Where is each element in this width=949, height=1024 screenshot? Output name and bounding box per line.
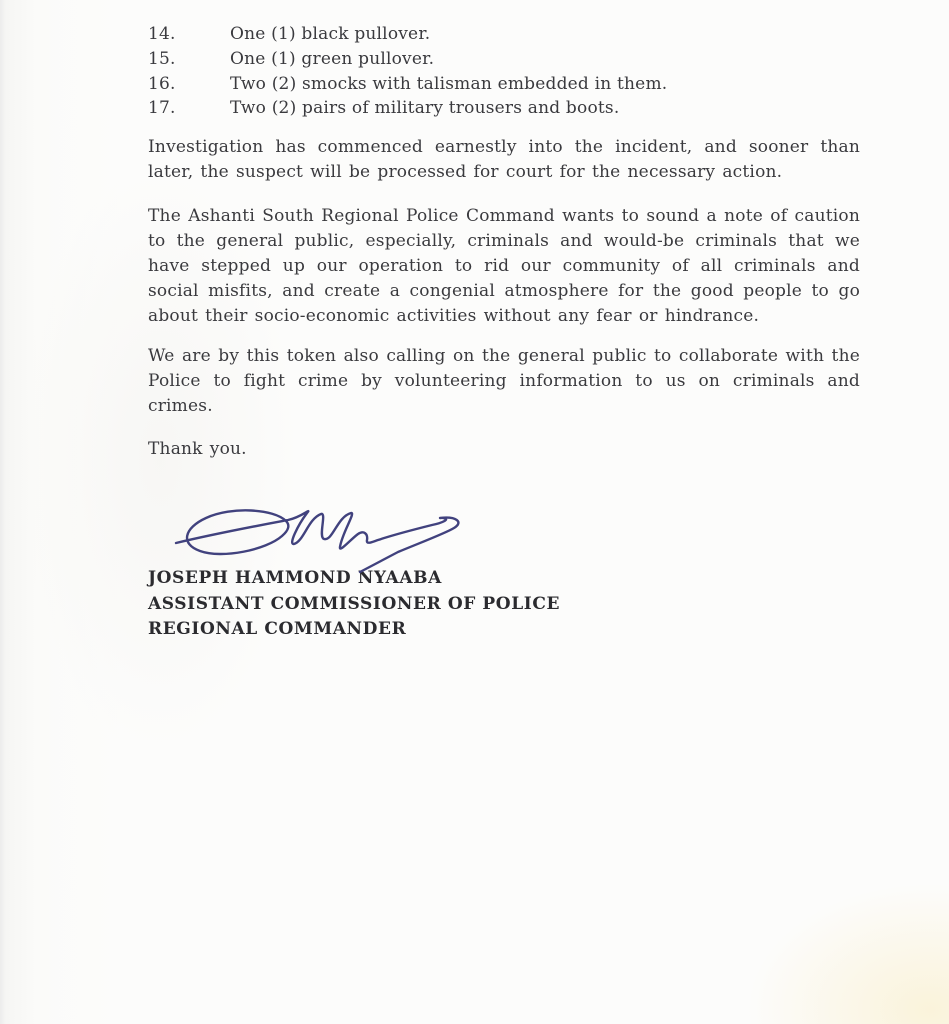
signature-icon bbox=[170, 492, 480, 580]
signatory-rank: ASSISTANT COMMISSIONER OF POLICE bbox=[148, 593, 561, 614]
inventory-list bbox=[148, 22, 860, 121]
item-number: 15. bbox=[148, 48, 176, 69]
item-text: One (1) black pullover. bbox=[230, 24, 431, 44]
item-text: One (1) green pullover. bbox=[230, 48, 435, 69]
closing-thanks: Thank you. bbox=[148, 439, 247, 460]
signatory-role: REGIONAL COMMANDER bbox=[148, 619, 407, 640]
paragraph-caution: The Ashanti South Regional Police Command wants to sound a note of caution to the general public, especially, criminals and would-be criminals that we have stepped up our operation to rid our community of all criminals and social misfits, and create a congenial atmosphere for the good people to go about their socio-economic activities without any fear or hindrance. bbox=[148, 206, 860, 327]
item-text: Two (2) smocks with talisman embedded in them. bbox=[230, 73, 668, 94]
list-item bbox=[148, 72, 860, 97]
paragraph-collaboration: We are by this token also calling on the general public to collaborate with the Police to fight crime by volunteering information to us on criminals and crimes. bbox=[148, 346, 860, 417]
paragraph-investigation: Investigation has commenced earnestly into the incident, and sooner than later, the suspect will be processed for court for the necessary action. bbox=[148, 137, 860, 183]
item-number: 16. bbox=[148, 73, 176, 94]
item-text: Two (2) pairs of military trousers and boots. bbox=[230, 98, 620, 119]
item-number: 14. bbox=[148, 24, 176, 44]
list-item bbox=[148, 96, 860, 121]
list-item bbox=[148, 47, 860, 72]
item-number: 17. bbox=[148, 98, 176, 119]
handwritten-signature bbox=[170, 492, 480, 580]
signatory-name: JOSEPH HAMMOND NYAABA bbox=[148, 568, 442, 589]
letter-content bbox=[148, 22, 860, 643]
list-item bbox=[148, 22, 860, 47]
